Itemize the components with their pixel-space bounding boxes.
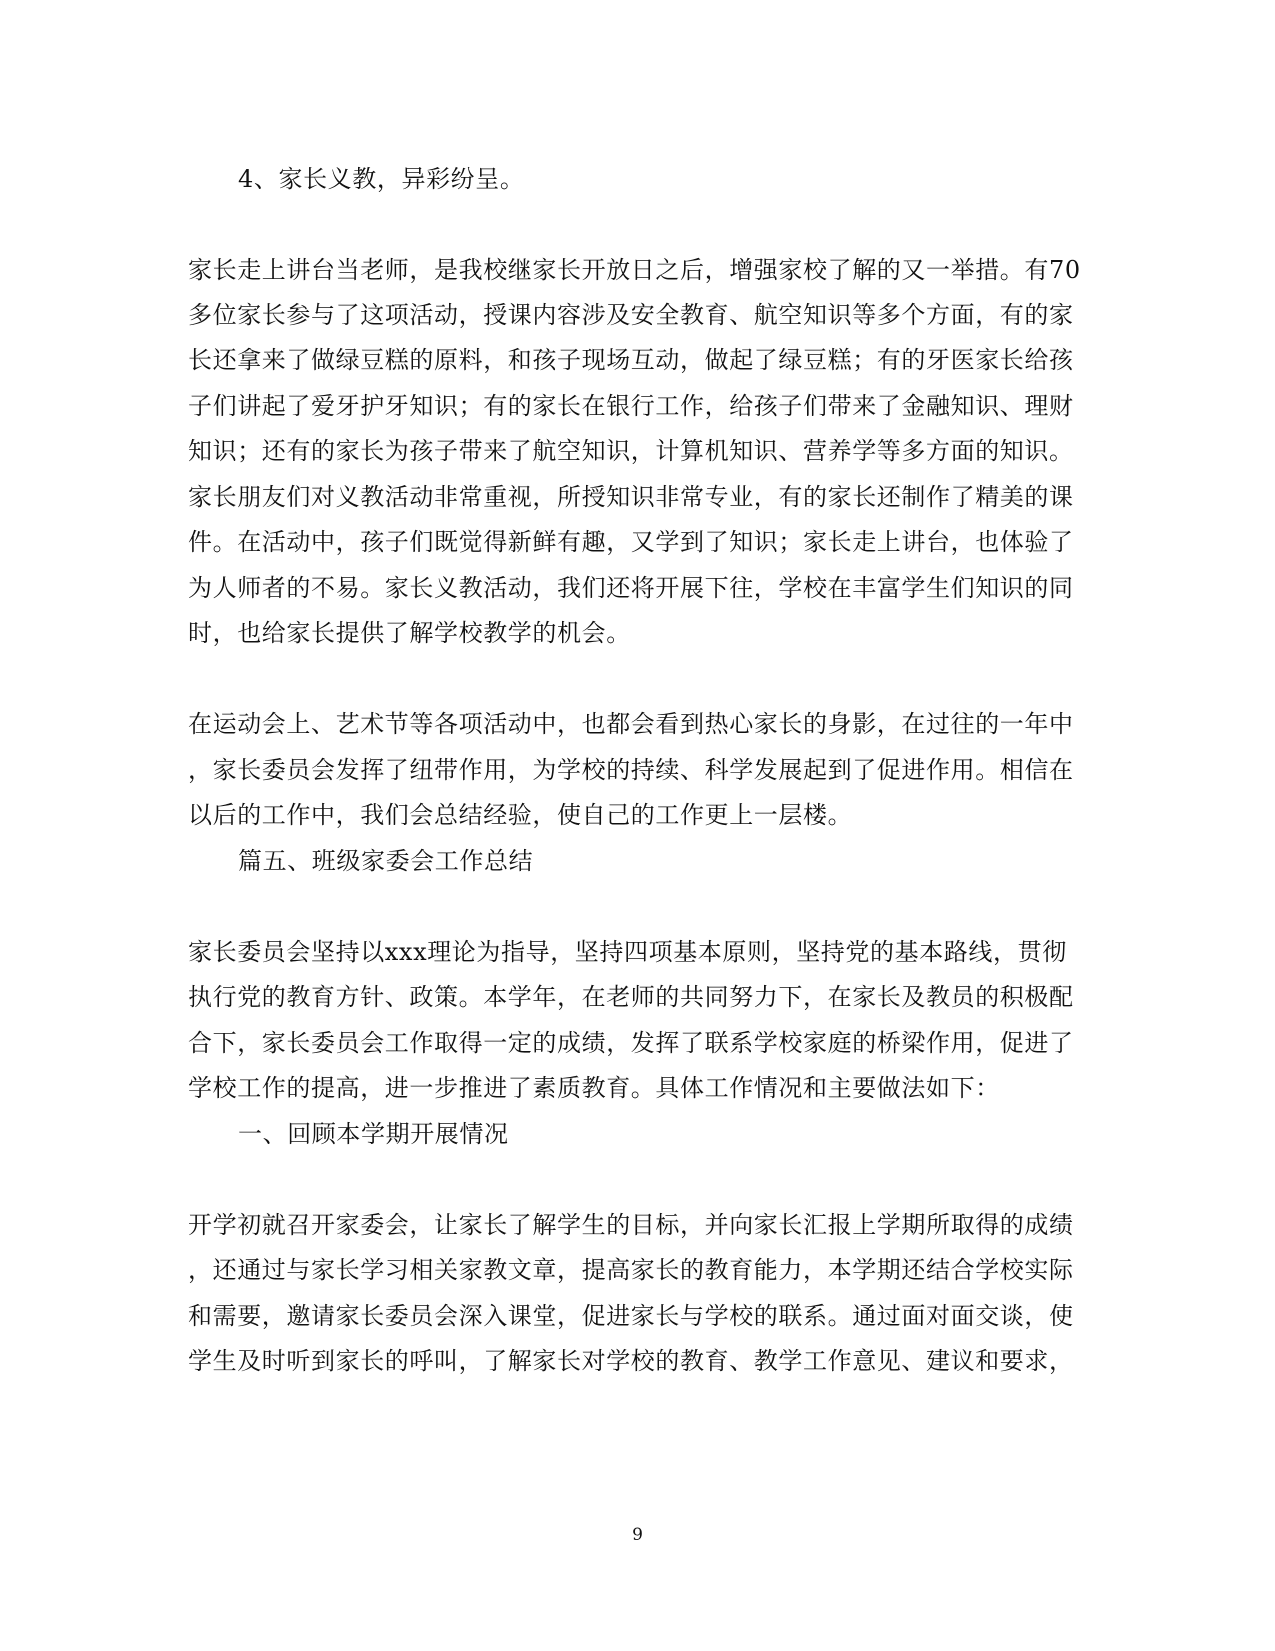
para1-line-9: 时，也给家长提供了解学校教学的机会。 [188, 619, 631, 647]
para3-line-2: 执行党的教育方针、政策。本学年，在老师的共同努力下，在家长及教员的积极配 [188, 983, 1074, 1011]
para2-line-3: 以后的工作中，我们会总结经验，使自己的工作更上一层楼。 [188, 801, 853, 829]
para2-line-1: 在运动会上、艺术节等各项活动中，也都会看到热心家长的身影，在过往的一年中 [188, 710, 1074, 738]
heading-4: 4、家长义教，异彩纷呈。 [238, 165, 525, 193]
para4-line-4: 学生及时听到家长的呼叫，了解家长对学校的教育、教学工作意见、建议和要求， [188, 1347, 1074, 1375]
subheading-1: 一、回顾本学期开展情况 [238, 1120, 509, 1148]
para1-line-2: 多位家长参与了这项活动，授课内容涉及安全教育、航空知识等多个方面，有的家 [188, 301, 1074, 329]
para4-line-1: 开学初就召开家委会，让家长了解学生的目标，并向家长汇报上学期所取得的成绩 [188, 1211, 1074, 1239]
para2-line-2: ，家长委员会发挥了纽带作用，为学校的持续、科学发展起到了促进作用。相信在 [188, 756, 1074, 784]
para1-line-4: 子们讲起了爱牙护牙知识；有的家长在银行工作，给孩子们带来了金融知识、理财 [188, 392, 1074, 420]
para1-line-1: 家长走上讲台当老师，是我校继家长开放日之后，增强家校了解的又一举措。有70 [188, 256, 1081, 284]
para1-line-3: 长还拿来了做绿豆糕的原料，和孩子现场互动，做起了绿豆糕；有的牙医家长给孩 [188, 346, 1074, 374]
para1-line-8: 为人师者的不易。家长义教活动，我们还将开展下往，学校在丰富学生们知识的同 [188, 574, 1074, 602]
section-title: 篇五、班级家委会工作总结 [238, 847, 534, 875]
para1-line-7: 件。在活动中，孩子们既觉得新鲜有趣，又学到了知识；家长走上讲台，也体验了 [188, 528, 1074, 556]
page-number: 9 [632, 1525, 643, 1545]
para1-line-6: 家长朋友们对义教活动非常重视，所授知识非常专业，有的家长还制作了精美的课 [188, 483, 1074, 511]
para4-line-3: 和需要，邀请家长委员会深入课堂，促进家长与学校的联系。通过面对面交谈，使 [188, 1302, 1074, 1330]
para4-line-2: ，还通过与家长学习相关家教文章，提高家长的教育能力，本学期还结合学校实际 [188, 1256, 1074, 1284]
para3-line-3: 合下，家长委员会工作取得一定的成绩，发挥了联系学校家庭的桥梁作用，促进了 [188, 1029, 1074, 1057]
para3-line-1: 家长委员会坚持以xxx理论为指导，坚持四项基本原则，坚持党的基本路线，贯彻 [188, 938, 1067, 966]
para1-line-5: 知识；还有的家长为孩子带来了航空知识，计算机知识、营养学等多方面的知识。 [188, 437, 1074, 465]
para3-line-4: 学校工作的提高，进一步推进了素质教育。具体工作情况和主要做法如下： [188, 1074, 1000, 1102]
